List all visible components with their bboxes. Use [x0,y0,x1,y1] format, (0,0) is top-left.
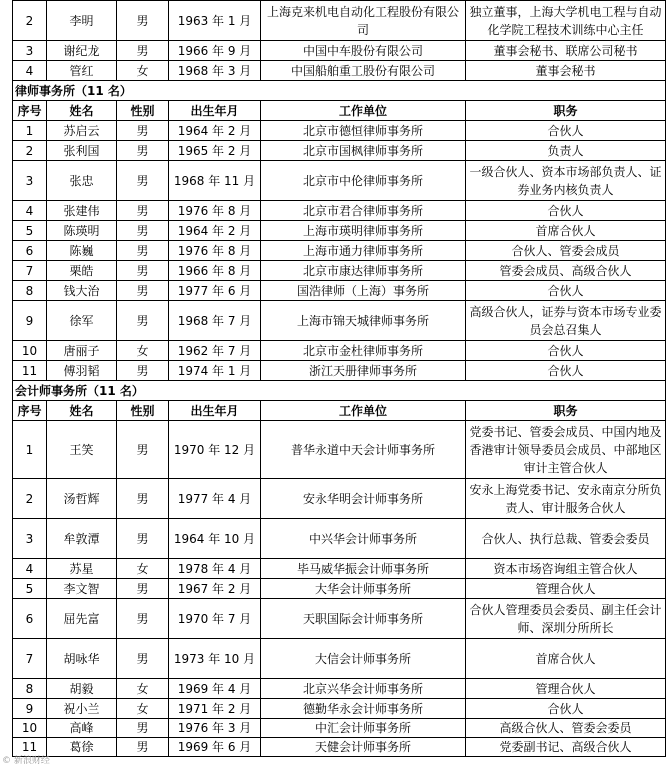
table-row [13,599,666,639]
work-unit: 北京市康达律师事务所 [261,261,466,281]
gender: 男 [117,639,169,679]
person-name: 李文智 [47,579,117,599]
person-name: 陈巍 [47,241,117,261]
person-name: 苏星 [47,559,117,579]
row-number: 8 [13,679,47,699]
table-row [13,639,666,679]
birth-date: 1978 年 4 月 [169,559,261,579]
row-number: 4 [13,201,47,221]
row-number: 4 [13,61,47,81]
birth-date: 1966 年 8 月 [169,261,261,281]
gender: 男 [117,479,169,519]
column-header: 姓名 [47,401,117,421]
person-name: 胡毅 [47,679,117,699]
row-number: 3 [13,519,47,559]
table-row [13,559,666,579]
person-name: 屈先富 [47,599,117,639]
gender: 男 [117,201,169,221]
table-row [13,738,666,757]
position: 负责人 [466,141,666,161]
work-unit: 中兴华会计师事务所 [261,519,466,559]
row-number: 2 [13,1,47,41]
birth-date: 1966 年 9 月 [169,41,261,61]
person-name: 苏启云 [47,121,117,141]
work-unit: 北京市国枫律师事务所 [261,141,466,161]
table-row [13,579,666,599]
gender: 男 [117,361,169,381]
person-name: 葛徐 [47,738,117,757]
position: 合伙人 [466,201,666,221]
work-unit: 天职国际会计师事务所 [261,599,466,639]
row-number: 7 [13,639,47,679]
row-number: 5 [13,579,47,599]
birth-date: 1964 年 10 月 [169,519,261,559]
work-unit: 上海克来机电自动化工程股份有限公司 [261,1,466,41]
row-number: 7 [13,261,47,281]
table-row [13,261,666,281]
person-name: 谢纪龙 [47,41,117,61]
column-header: 出生年月 [169,401,261,421]
person-name: 汤哲辉 [47,479,117,519]
row-number: 6 [13,241,47,261]
person-name: 栗皓 [47,261,117,281]
table-row [13,719,666,738]
birth-date: 1977 年 6 月 [169,281,261,301]
column-header: 工作单位 [261,401,466,421]
table-row [13,361,666,381]
birth-date: 1967 年 2 月 [169,579,261,599]
person-name: 胡咏华 [47,639,117,679]
birth-date: 1969 年 6 月 [169,738,261,757]
gender: 男 [117,41,169,61]
person-name: 陈瑛明 [47,221,117,241]
work-unit: 大信会计师事务所 [261,639,466,679]
position: 合伙人 [466,341,666,361]
table-row [13,679,666,699]
row-number: 1 [13,121,47,141]
person-name: 祝小兰 [47,699,117,719]
row-number: 10 [13,341,47,361]
table-row [13,281,666,301]
position: 管理合伙人 [466,679,666,699]
position: 合伙人 [466,121,666,141]
table-row [13,61,666,81]
position: 管委会成员、高级合伙人 [466,261,666,281]
gender: 女 [117,341,169,361]
position: 合伙人、执行总裁、管委会委员 [466,519,666,559]
row-number: 11 [13,361,47,381]
gender: 女 [117,61,169,81]
position: 合伙人管理委员会委员、副主任会计师、深圳分所所长 [466,599,666,639]
person-name: 管红 [47,61,117,81]
person-name: 唐丽子 [47,341,117,361]
row-number: 1 [13,421,47,479]
work-unit: 毕马威华振会计师事务所 [261,559,466,579]
row-number: 4 [13,559,47,579]
position: 首席合伙人 [466,639,666,679]
position: 独立董事，上海大学机电工程与自动化学院工程技术训练中心主任 [466,1,666,41]
row-number: 3 [13,161,47,201]
column-header: 职务 [466,101,666,121]
work-unit: 中国中车股份有限公司 [261,41,466,61]
table-row [13,41,666,61]
row-number: 2 [13,141,47,161]
birth-date: 1976 年 8 月 [169,241,261,261]
row-number: 3 [13,41,47,61]
gender: 男 [117,221,169,241]
table-row [13,421,666,479]
section-title: 律师事务所（11 名） [13,81,666,101]
position: 董事会秘书 [466,61,666,81]
person-name: 王笑 [47,421,117,479]
column-header: 姓名 [47,101,117,121]
work-unit: 安永华明会计师事务所 [261,479,466,519]
section-heading-row [13,381,666,401]
work-unit: 天健会计师事务所 [261,738,466,757]
row-number: 9 [13,301,47,341]
birth-date: 1976 年 8 月 [169,201,261,221]
work-unit: 北京市君合律师事务所 [261,201,466,221]
work-unit: 国浩律师（上海）事务所 [261,281,466,301]
work-unit: 上海市通力律师事务所 [261,241,466,261]
person-name: 张利国 [47,141,117,161]
person-name: 傅羽韬 [47,361,117,381]
position: 高级合伙人、管委会委员 [466,719,666,738]
table-row [13,221,666,241]
birth-date: 1963 年 1 月 [169,1,261,41]
person-name: 钱大治 [47,281,117,301]
position: 管理合伙人 [466,579,666,599]
column-header-row [13,401,666,421]
person-name: 张忠 [47,161,117,201]
birth-date: 1970 年 7 月 [169,599,261,639]
birth-date: 1968 年 11 月 [169,161,261,201]
gender: 女 [117,679,169,699]
work-unit: 普华永道中天会计师事务所 [261,421,466,479]
table-row [13,301,666,341]
position: 合伙人 [466,699,666,719]
column-header: 职务 [466,401,666,421]
position: 合伙人 [466,281,666,301]
birth-date: 1973 年 10 月 [169,639,261,679]
table-row [13,141,666,161]
work-unit: 北京市中伦律师事务所 [261,161,466,201]
row-number: 6 [13,599,47,639]
birth-date: 1968 年 3 月 [169,61,261,81]
table-body [13,1,666,757]
gender: 男 [117,301,169,341]
table-row [13,121,666,141]
row-number: 10 [13,719,47,738]
table-row [13,161,666,201]
person-name: 张建伟 [47,201,117,221]
section-title: 会计师事务所（11 名） [13,381,666,401]
position: 安永上海党委书记、安永南京分所负责人、审计服务合伙人 [466,479,666,519]
birth-date: 1974 年 1 月 [169,361,261,381]
column-header: 性别 [117,101,169,121]
birth-date: 1965 年 2 月 [169,141,261,161]
row-number: 8 [13,281,47,301]
birth-date: 1976 年 3 月 [169,719,261,738]
gender: 男 [117,1,169,41]
gender: 男 [117,261,169,281]
watermark: © 新浪财经 [2,756,50,766]
table-row [13,1,666,41]
work-unit: 北京市德恒律师事务所 [261,121,466,141]
gender: 男 [117,161,169,201]
table-row [13,699,666,719]
gender: 女 [117,559,169,579]
birth-date: 1970 年 12 月 [169,421,261,479]
person-name: 徐军 [47,301,117,341]
position: 合伙人、管委会成员 [466,241,666,261]
position: 高级合伙人，证券与资本市场专业委员会总召集人 [466,301,666,341]
position: 党委书记、管委会成员、中国内地及香港审计领导委员会成员、中部地区审计主管合伙人 [466,421,666,479]
birth-date: 1968 年 7 月 [169,301,261,341]
gender: 男 [117,241,169,261]
work-unit: 德勤华永会计师事务所 [261,699,466,719]
table-row [13,519,666,559]
section-heading-row [13,81,666,101]
table-row [13,341,666,361]
column-header: 序号 [13,401,47,421]
gender: 男 [117,738,169,757]
position: 首席合伙人 [466,221,666,241]
work-unit: 北京兴华会计师事务所 [261,679,466,699]
column-header: 出生年月 [169,101,261,121]
row-number: 11 [13,738,47,757]
birth-date: 1964 年 2 月 [169,121,261,141]
position: 一级合伙人、资本市场部负责人、证券业务内核负责人 [466,161,666,201]
row-number: 9 [13,699,47,719]
work-unit: 大华会计师事务所 [261,579,466,599]
gender: 男 [117,579,169,599]
column-header-row [13,101,666,121]
work-unit: 中汇会计师事务所 [261,719,466,738]
work-unit: 北京市金杜律师事务所 [261,341,466,361]
position: 党委副书记、高级合伙人 [466,738,666,757]
work-unit: 中国船舶重工股份有限公司 [261,61,466,81]
person-name: 高峰 [47,719,117,738]
position: 资本市场咨询组主管合伙人 [466,559,666,579]
gender: 男 [117,281,169,301]
gender: 男 [117,121,169,141]
work-unit: 上海市瑛明律师事务所 [261,221,466,241]
personnel-table [12,0,666,757]
table-row [13,201,666,221]
column-header: 性别 [117,401,169,421]
gender: 男 [117,421,169,479]
person-name: 李明 [47,1,117,41]
table-row [13,479,666,519]
person-name: 牟敦潭 [47,519,117,559]
row-number: 5 [13,221,47,241]
row-number: 2 [13,479,47,519]
table-row [13,241,666,261]
gender: 女 [117,699,169,719]
birth-date: 1977 年 4 月 [169,479,261,519]
gender: 男 [117,719,169,738]
birth-date: 1964 年 2 月 [169,221,261,241]
position: 董事会秘书、联席公司秘书 [466,41,666,61]
column-header: 工作单位 [261,101,466,121]
position: 合伙人 [466,361,666,381]
birth-date: 1971 年 2 月 [169,699,261,719]
work-unit: 上海市锦天城律师事务所 [261,301,466,341]
birth-date: 1969 年 4 月 [169,679,261,699]
gender: 男 [117,519,169,559]
column-header: 序号 [13,101,47,121]
work-unit: 浙江天册律师事务所 [261,361,466,381]
birth-date: 1962 年 7 月 [169,341,261,361]
gender: 男 [117,141,169,161]
gender: 男 [117,599,169,639]
